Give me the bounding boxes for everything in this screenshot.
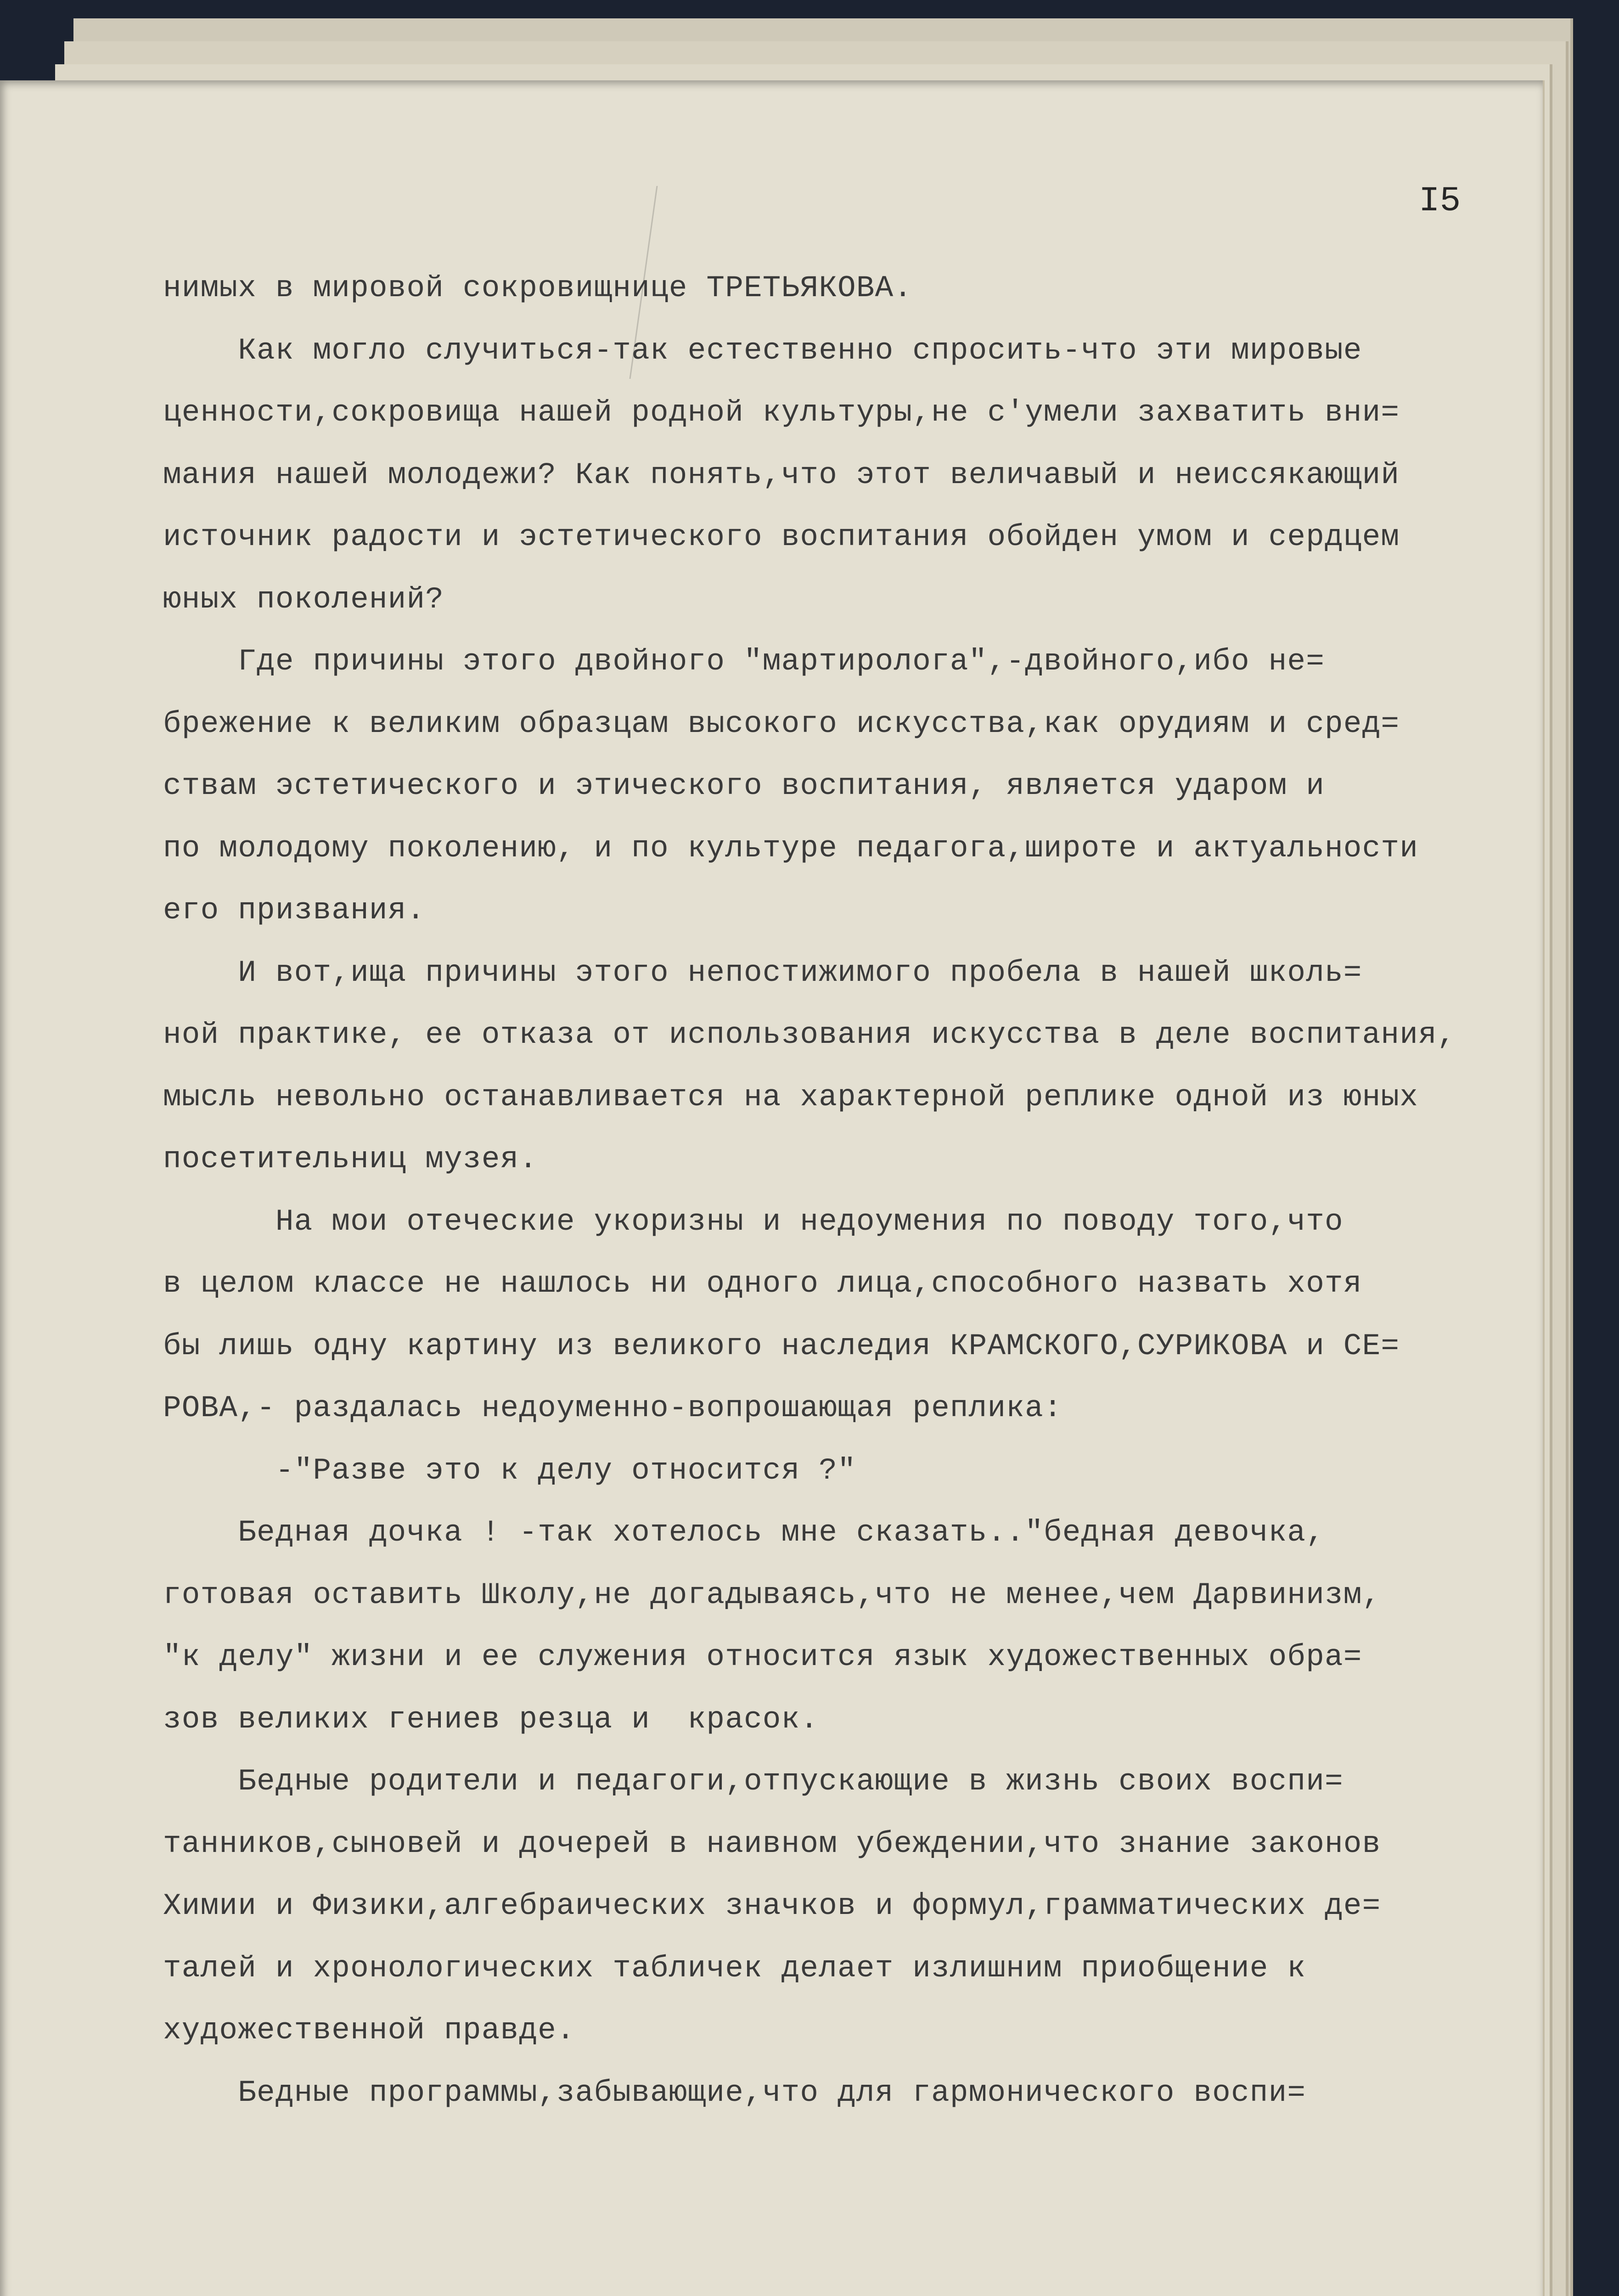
page-text	[163, 257, 1563, 2124]
text-line: бы лишь одну картину из великого наследия КРАМСКОГО,СУРИКОВА и СЕ=	[163, 1328, 1400, 1363]
text-line: талей и хронологических табличек делает излишним приобщение к	[163, 1951, 1306, 1986]
text-line: "к делу" жизни и ее служения относится язык художественных обра=	[163, 1640, 1362, 1674]
text-line: На мои отеческие укоризны и недоумения по поводу того,что	[163, 1204, 1344, 1239]
text-line: ствам эстетического и этического воспитания, является ударом и	[163, 769, 1325, 803]
text-line: ценности,сокровища нашей родной культуры,не с'умели захватить вни=	[163, 395, 1400, 430]
text-line: танников,сыновей и дочерей в наивном убеждении,что знание законов	[163, 1826, 1381, 1861]
text-line: Где причины этого двойного "мартиролога",-двойного,ибо не=	[163, 644, 1325, 679]
text-line: Бедные программы,забывающие,что для гармонического воспи=	[163, 2075, 1306, 2110]
text-line: брежение к великим образцам высокого искусства,как орудиям и сред=	[163, 706, 1400, 741]
text-line: Как могло случиться-так естественно спросить-что эти мировые	[163, 333, 1362, 368]
text-line: Бедная дочка ! -так хотелось мне сказать.."бедная девочка,	[163, 1515, 1325, 1550]
text-line: зов великих гениев резца и красок.	[163, 1702, 819, 1737]
text-line: по молодому поколению, и по культуре педагога,широте и актуальности	[163, 831, 1419, 866]
text-line: мысль невольно останавливается на характерной реплике одной из юных	[163, 1080, 1419, 1114]
text-line: посетительниц музея.	[163, 1142, 538, 1176]
text-line: Химии и Физики,алгебраических значков и формул,грамматических де=	[163, 1889, 1381, 1923]
text-line: мания нашей молодежи? Как понять,что этот величавый и неиссякающий	[163, 457, 1400, 492]
text-line: ной практике, ее отказа от использования искусства в деле воспитания,	[163, 1018, 1456, 1052]
text-line: РОВА,- раздалась недоуменно-вопрошающая реплика:	[163, 1391, 1062, 1425]
text-line: юных поколений?	[163, 582, 444, 617]
text-line: готовая оставить Школу,не догадываясь,что не менее,чем Дарвинизм,	[163, 1577, 1381, 1612]
text-line: И вот,ища причины этого непостижимого пробела в нашей школь=	[163, 955, 1362, 990]
text-line: источник радости и эстетического воспитания обойден умом и сердцем	[163, 520, 1400, 554]
text-line: в целом классе не нашлось ни одного лица,способного назвать хотя	[163, 1266, 1362, 1301]
text-line: художественной правде.	[163, 2013, 575, 2048]
page-number: I5	[1419, 181, 1461, 221]
text-line: нимых в мировой сокровищнице ТРЕТЬЯКОВА.	[163, 271, 913, 305]
text-line: -"Разве это к делу относится ?"	[163, 1453, 856, 1488]
text-line: его призвания.	[163, 893, 426, 928]
text-line: Бедные родители и педагоги,отпускающие в жизнь своих воспи=	[163, 1764, 1344, 1799]
